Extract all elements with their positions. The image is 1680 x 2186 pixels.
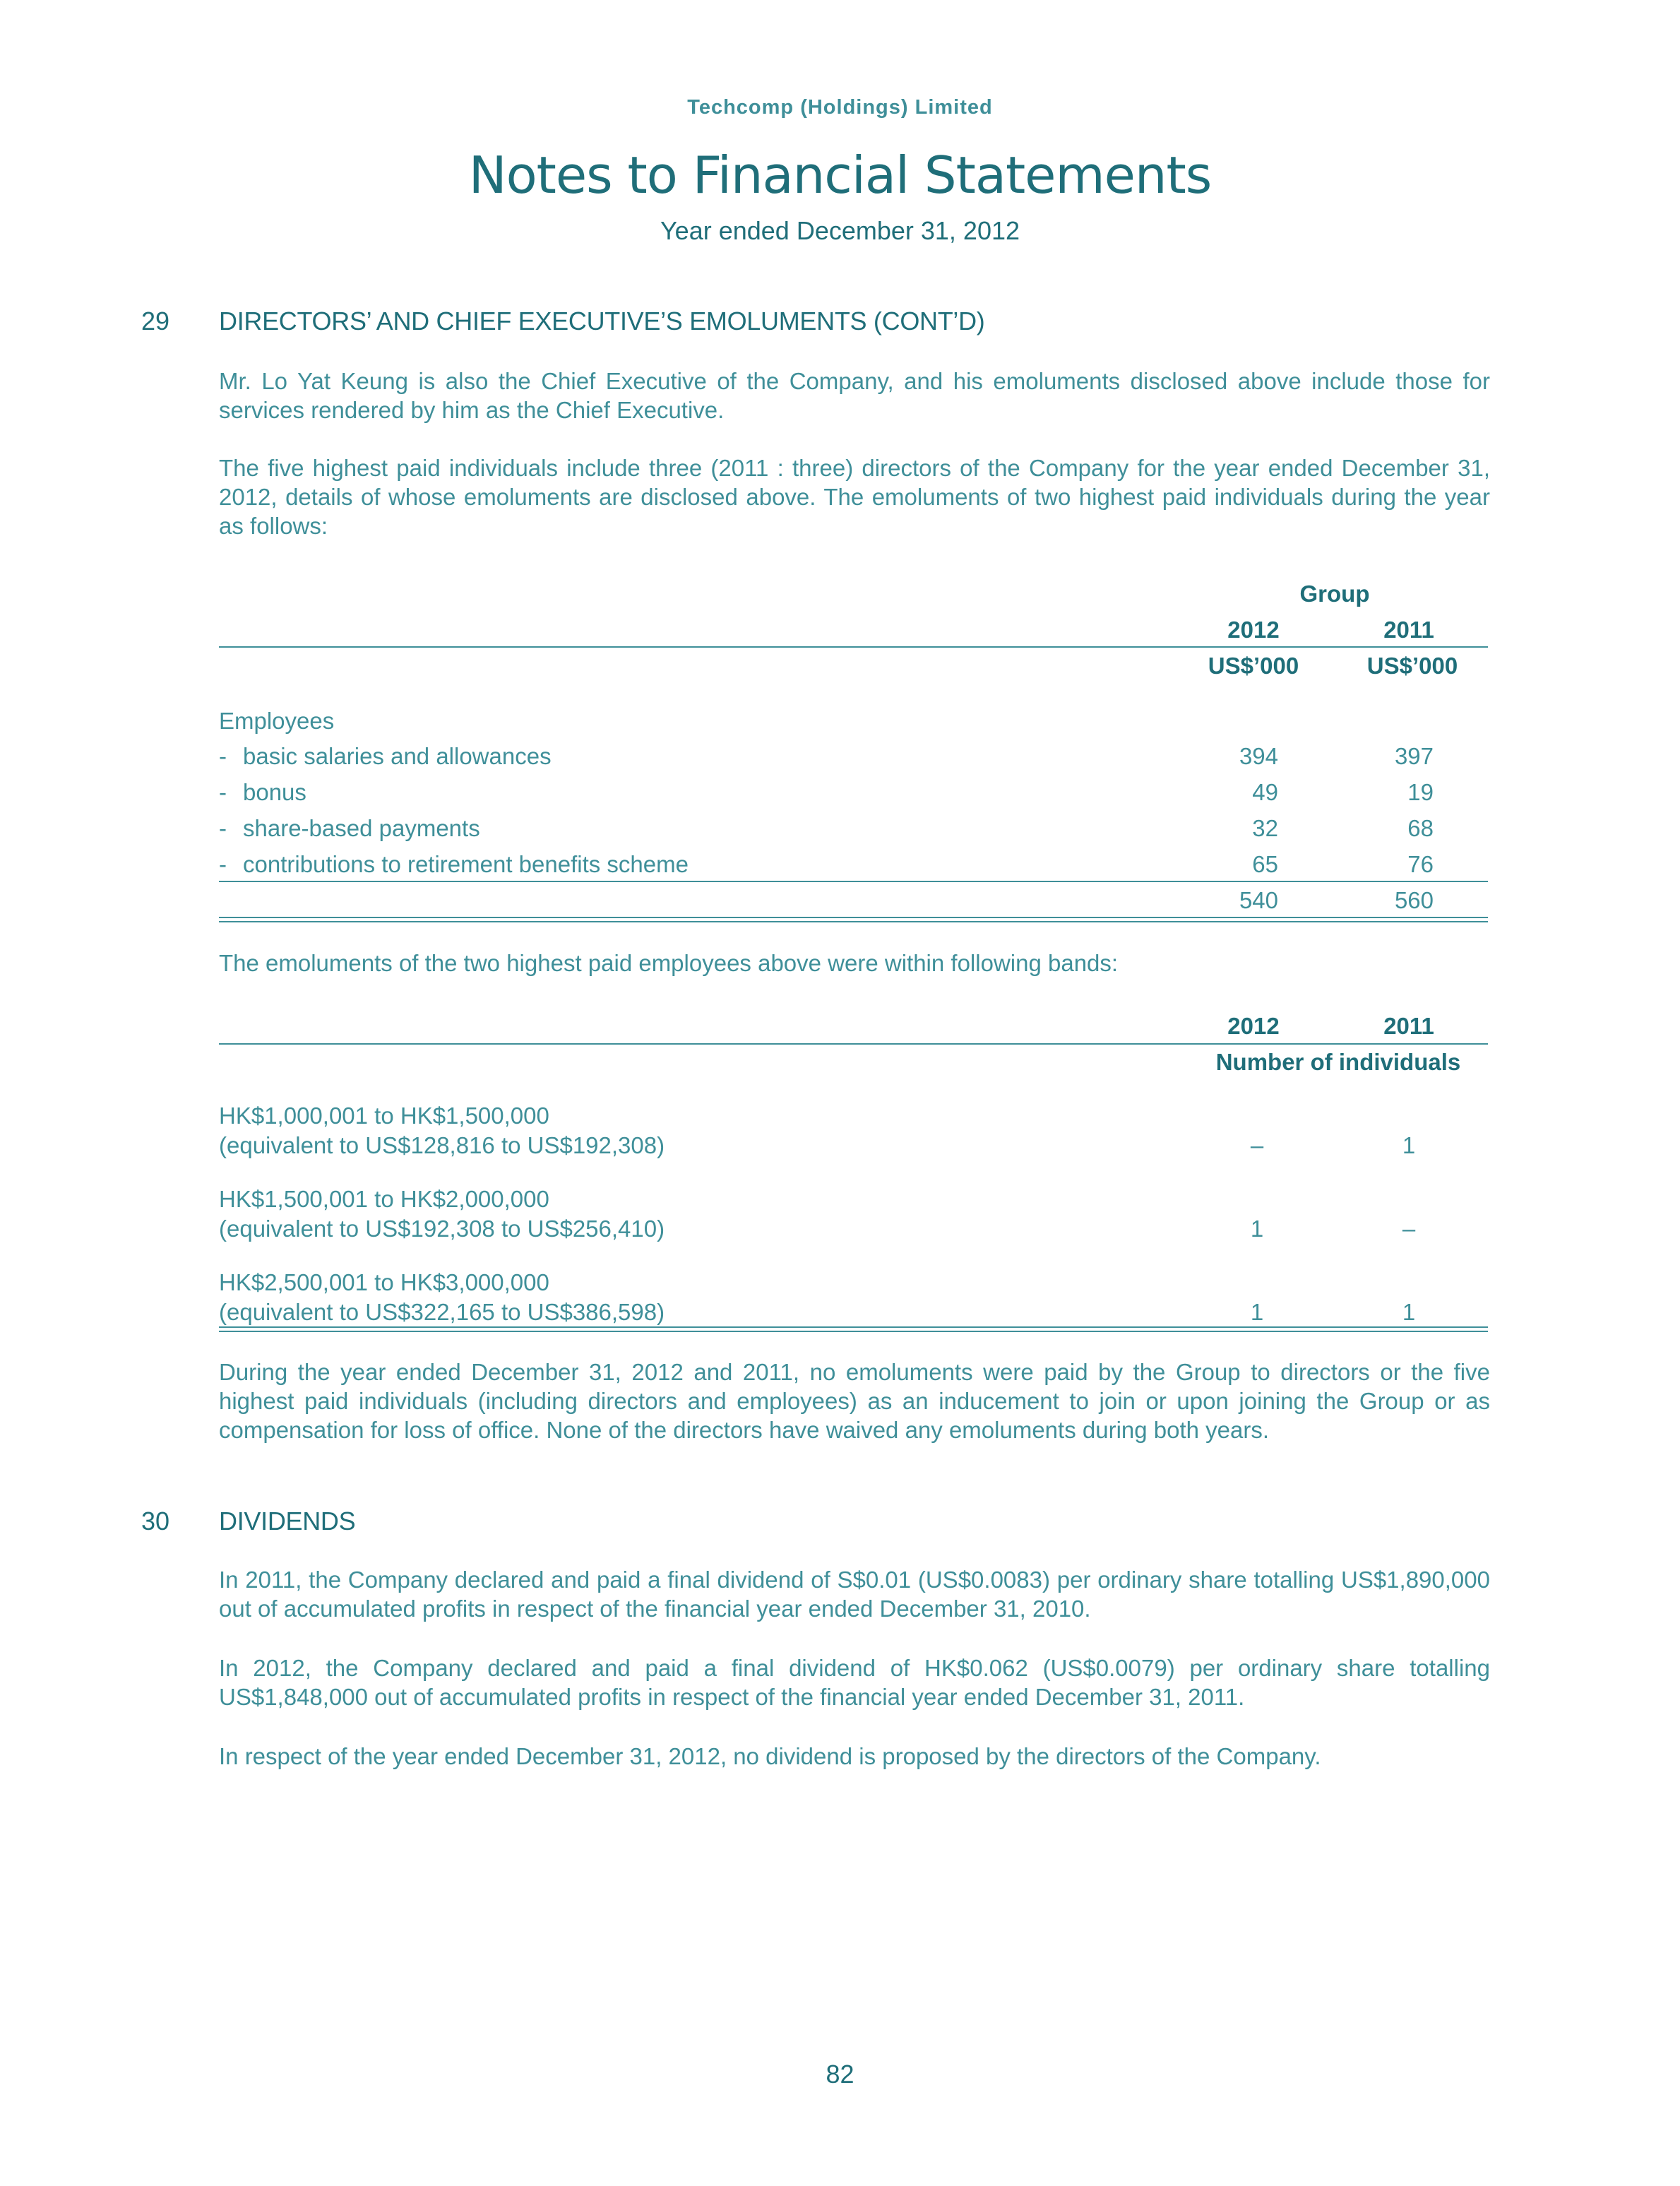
total-2011: 560 (1394, 887, 1434, 913)
total-double-rule (219, 921, 1488, 922)
employees-label: Employees (219, 708, 335, 734)
section-30-title: DIVIDENDS (219, 1507, 356, 1535)
year-2012-header: 2012 (1227, 617, 1280, 643)
section-30-para-1: In 2011, the Company declared and paid a final dividend of S$0.01 (US$0.0083) per ordinary share totalling US$1,890,000 out of accumulated profits in respect of the financial year ended December 31, 2010. (219, 1567, 1490, 1622)
value-2012: 1 (1250, 1216, 1264, 1242)
row-label: contributions to retirement benefits scheme (243, 851, 689, 877)
row-dash: - (219, 851, 227, 877)
value-2011: 397 (1394, 743, 1434, 769)
page-subtitle: Year ended December 31, 2012 (660, 216, 1020, 245)
subtotal-rule (219, 881, 1488, 882)
row-label: basic salaries and allowances (243, 743, 552, 769)
value-2011: 68 (1407, 815, 1434, 841)
band-range: HK$1,000,001 to HK$1,500,000 (219, 1103, 549, 1129)
section-29-title: DIRECTORS’ AND CHIEF EXECUTIVE’S EMOLUMENTS (CONT’D) (219, 307, 985, 335)
value-2012: 32 (1252, 815, 1278, 841)
section-30-para-3: In respect of the year ended December 31, 2012, no dividend is proposed by the directors of the Company. (219, 1743, 1321, 1769)
band-equivalent: (equivalent to US$192,308 to US$256,410) (219, 1216, 665, 1242)
value-2012: 394 (1239, 743, 1278, 769)
value-2012: 65 (1252, 851, 1278, 877)
band-equivalent: (equivalent to US$128,816 to US$192,308) (219, 1132, 665, 1158)
value-2011: 1 (1402, 1132, 1416, 1158)
section-30-para-2: In 2012, the Company declared and paid a final dividend of HK$0.062 (US$0.0079) per ordinary share totalling US$1,848,000 out of accumulated profits in respect of the financial year ended December 31, 2011. (219, 1655, 1490, 1710)
value-2012: – (1250, 1132, 1264, 1158)
unit-2012-header: US$’000 (1208, 653, 1299, 679)
section-29-para-2: The five highest paid individuals include three (2011 : three) directors of the Company for the year ended December 31, 2012, details of whose emoluments are disclosed above. The emoluments of two highest paid individuals during the year as follows: (219, 455, 1490, 539)
unit-2011-header: US$’000 (1366, 653, 1458, 679)
year-2011-header: 2011 (1383, 617, 1434, 643)
unit-header: Number of individuals (1215, 1049, 1461, 1075)
section-29-number: 29 (141, 307, 170, 335)
value-2011: 76 (1407, 851, 1434, 877)
row-label: share-based payments (243, 815, 480, 841)
total-rule (219, 1326, 1488, 1328)
value-2011: – (1402, 1216, 1416, 1242)
group-header: Group (1299, 581, 1370, 607)
value-2011: 1 (1402, 1299, 1416, 1325)
band-range: HK$1,500,001 to HK$2,000,000 (219, 1186, 549, 1212)
row-dash: - (219, 815, 227, 841)
row-label: bonus (243, 779, 306, 805)
section-29-para-1: Mr. Lo Yat Keung is also the Chief Executive of the Company, and his emoluments disclosed above include those for services rendered by him as the Chief Executive. (219, 368, 1490, 423)
company-name: Techcomp (Holdings) Limited (687, 96, 993, 119)
row-dash: - (219, 779, 227, 805)
value-2012: 1 (1250, 1299, 1264, 1325)
table-rule (219, 1043, 1488, 1045)
section-30-number: 30 (141, 1507, 170, 1535)
table-rule (219, 646, 1488, 648)
total-double-rule (219, 1331, 1488, 1332)
total-rule (219, 917, 1488, 918)
page-title: Notes to Financial Statements (468, 145, 1212, 205)
value-2012: 49 (1252, 779, 1278, 805)
year-2012-header: 2012 (1227, 1013, 1280, 1039)
section-29-para-3: The emoluments of the two highest paid employees above were within following bands: (219, 950, 1119, 976)
year-2011-header: 2011 (1383, 1013, 1434, 1039)
total-2012: 540 (1239, 887, 1278, 913)
row-dash: - (219, 743, 227, 769)
band-equivalent: (equivalent to US$322,165 to US$386,598) (219, 1299, 665, 1325)
band-range: HK$2,500,001 to HK$3,000,000 (219, 1269, 549, 1295)
value-2011: 19 (1407, 779, 1434, 805)
section-29-para-4: During the year ended December 31, 2012 and 2011, no emoluments were paid by the Group to directors or the five highest paid individuals (including directors and employees) as an inducement to join or upon joining the Group or as compensation for loss of office. None of the directors have waived any emoluments during both years. (219, 1359, 1490, 1443)
page-number: 82 (826, 2060, 854, 2089)
